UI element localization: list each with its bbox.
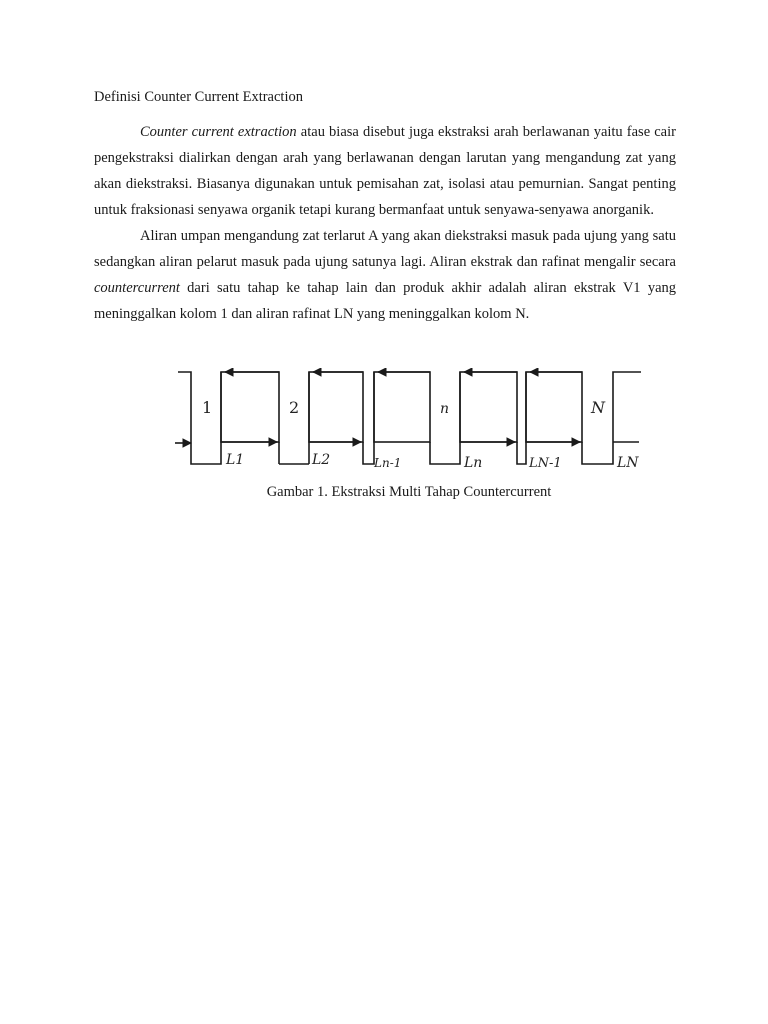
stream-label-L1: L1 xyxy=(226,452,245,468)
stage-box-5 xyxy=(526,372,582,442)
extraction-diagram-svg xyxy=(175,368,641,478)
separator-4-outline xyxy=(430,372,460,464)
stage-label-1: 1 xyxy=(202,398,213,417)
separator-6-outline xyxy=(582,372,641,464)
document-heading: Definisi Counter Current Extraction xyxy=(94,89,303,105)
extraction-diagram xyxy=(175,368,641,478)
stream-label-LN: LN xyxy=(617,455,639,471)
stream-label-Ln: Ln xyxy=(464,455,483,471)
stream-label-Ln-1: Ln-1 xyxy=(374,456,402,470)
separator-5-outline xyxy=(517,372,526,464)
separator-3-outline xyxy=(363,372,374,464)
document-body xyxy=(94,86,676,327)
figure-caption: Gambar 1. Ekstraksi Multi Tahap Countercurrent xyxy=(266,484,552,500)
stream-label-LN-1: LN-1 xyxy=(529,456,562,471)
stage-label-n: n xyxy=(440,401,450,417)
paragraph-1-italic-lead: Counter current extraction xyxy=(140,124,297,140)
paragraph-2-text-a: Aliran umpan mengandung zat terlarut A yang akan diekstraksi masuk pada ujung yang satu sedangkan aliran pelarut masuk pada ujung satunya lagi. Aliran ekstrak dan rafinat mengalir secara xyxy=(94,228,676,270)
stage-box-4 xyxy=(460,372,517,442)
stage-label-N: N xyxy=(591,398,605,417)
stage-box-2 xyxy=(309,372,363,442)
paragraph-2-italic: countercurrent xyxy=(94,280,180,296)
paragraph-2-text-b: dari satu tahap ke tahap lain dan produk akhir adalah aliran ekstrak V1 yang meninggalkan kolom 1 dan aliran rafinat LN yang meninggalkan kolom N. xyxy=(94,280,676,322)
paragraph-1 xyxy=(94,119,676,223)
separator-1-outline xyxy=(178,372,221,464)
stage-box-3 xyxy=(374,372,430,442)
stream-label-L2: L2 xyxy=(312,452,331,468)
paragraph-1-text: atau biasa disebut juga ekstraksi arah berlawanan yaitu fase cair pengekstraksi dialirkan dengan arah yang berlawanan dengan larutan yang mengandung zat yang akan diekstraksi. Biasanya digunakan untuk pemisahan zat, isolasi atau pemurnian. Sangat penting untuk fraksionasi senyawa organik tetapi kurang bermanfaat untuk senyawa-senyawa anorganik. xyxy=(94,124,676,218)
stage-box-1 xyxy=(221,372,279,442)
stage-label-2: 2 xyxy=(289,398,300,417)
paragraph-2 xyxy=(94,223,676,327)
